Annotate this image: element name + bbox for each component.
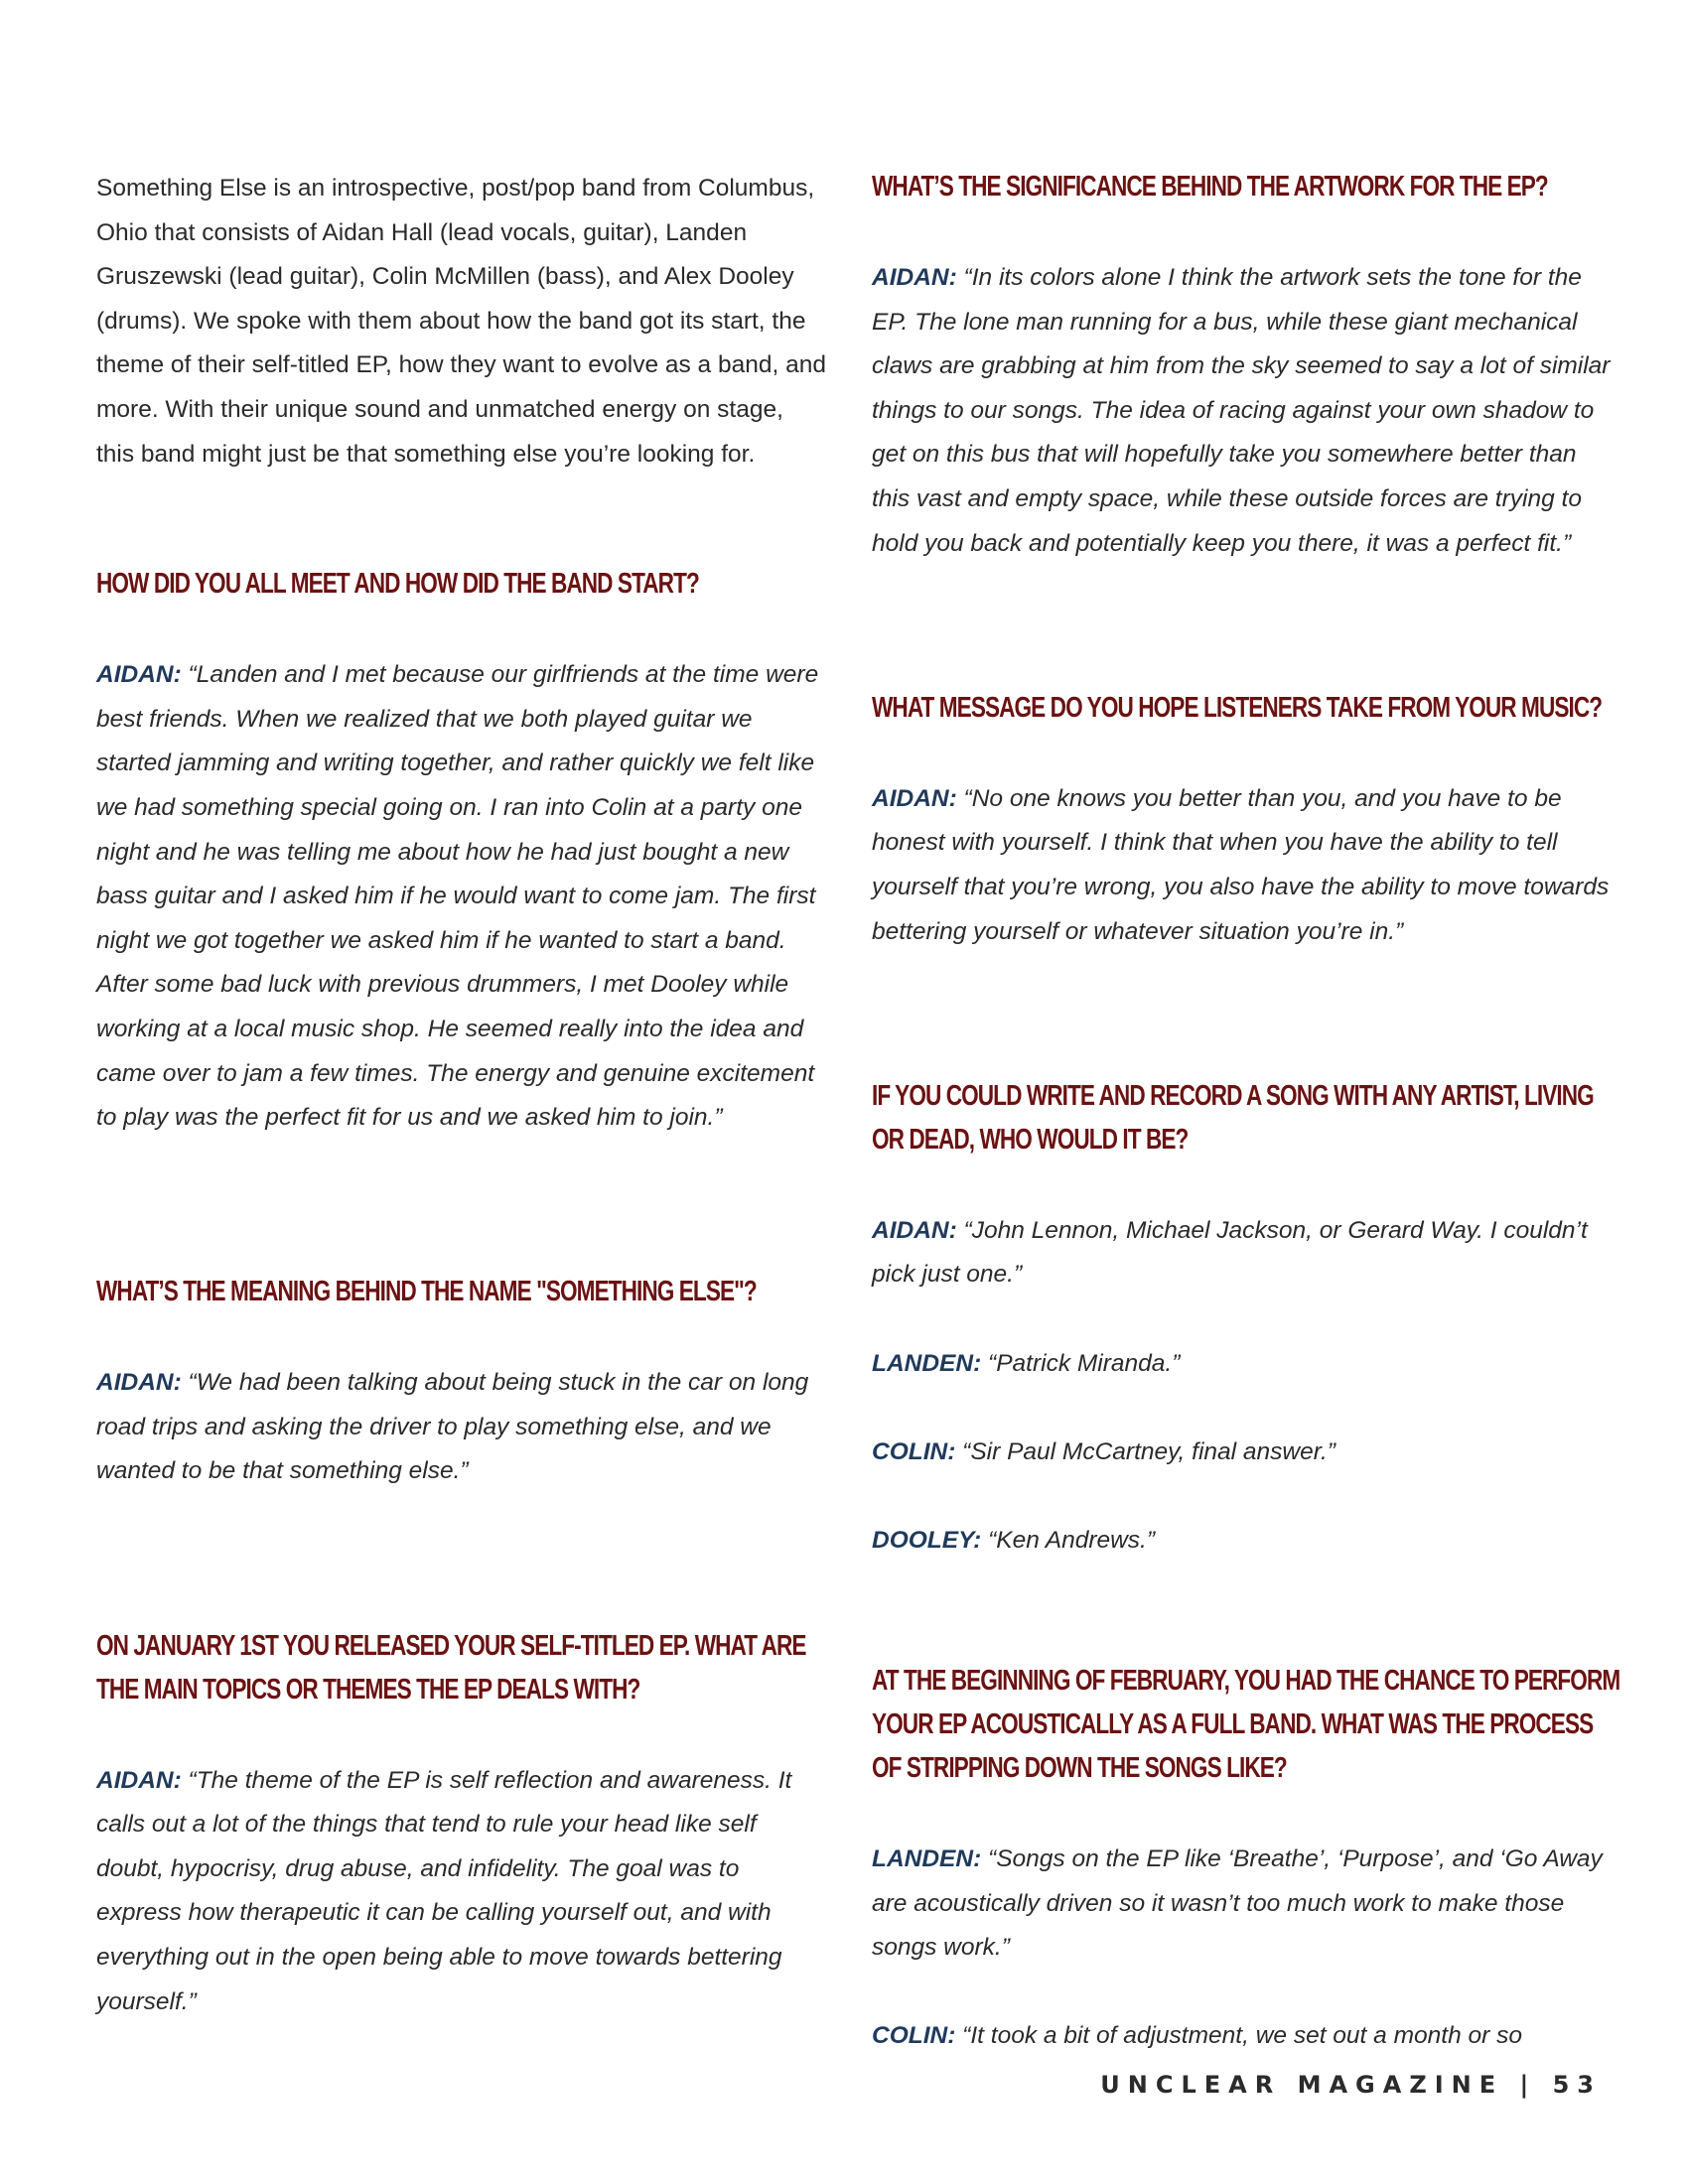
- qa-section: [872, 1074, 1612, 1564]
- answer-text: “Sir Paul McCartney, final answer.”: [955, 1437, 1336, 1465]
- answer-text: “Songs on the EP like ‘Breathe’, ‘Purpose’, and ‘Go Away are acoustically driven so it wasn’t too much work to make those songs work.”: [872, 1845, 1603, 1962]
- speaker-label: AIDAN:: [872, 784, 957, 812]
- question-line: HOW DID YOU ALL MEET AND HOW DID THE BAND START?: [96, 568, 699, 601]
- question-heading: [872, 1074, 1594, 1161]
- speaker-label: DOOLEY:: [872, 1526, 982, 1554]
- question-heading: [96, 1624, 806, 1711]
- speaker-label: AIDAN:: [96, 1766, 182, 1794]
- question-heading: [872, 1659, 1620, 1790]
- speaker-label: LANDEN:: [872, 1349, 982, 1377]
- answer-text: “The theme of the EP is self reflection and awareness. It calls out a lot of the things that tend to rule your head like self doubt, hypocrisy, drug abuse, and infidelity. The goal was to express how therapeutic it can be calling yourself out, and with everything out in the open being able to move towards bettering yourself.”: [96, 1766, 792, 2015]
- right-column: [872, 165, 1620, 2104]
- question-line: AT THE BEGINNING OF FEBRUARY, YOU HAD THE CHANCE TO PERFORM: [872, 1665, 1620, 1698]
- answer: [96, 1759, 826, 2025]
- answer-text: “In its colors alone I think the artwork sets the tone for the EP. The lone man running for a bus, while these giant mechanical claws are grabbing at him from the sky seemed to say a lot of similar things to our songs. The idea of racing against your own shadow to get on this bus that will hopefully take you somewhere better than this vast and empty space, while these outside forces are trying to hold you back and potentially keep you there, it was a perfect fit.”: [872, 264, 1611, 557]
- speaker-label: COLIN:: [872, 1437, 956, 1465]
- speaker-label: AIDAN:: [96, 1369, 182, 1397]
- answer-text: “We had been talking about being stuck in the car on long road trips and asking the driver to play something else, and we wanted to be that something else.”: [96, 1369, 809, 1485]
- speaker-label: AIDAN:: [872, 1216, 957, 1244]
- answer-text: “Landen and I met because our girlfriends at the time were best friends. When we realized that we both played guitar we started jamming and writing together, and rather quickly we felt like we had something special going on. I ran into Colin at a party one night and he was telling me about how he had just bought a new bass guitar and I asked him if he would want to come jam. The first night we got together we asked him if he wanted to start a band. After some bad luck with previous drummers, I met Dooley while working at a local music shop. He seemed really into the idea and came over to jam a few times. The energy and genuine excitement to play was the perfect fit for us and we asked him to join.”: [96, 661, 819, 1132]
- question-line: THE MAIN TOPICS OR THEMES THE EP DEALS WITH?: [96, 1673, 640, 1706]
- answer: [872, 777, 1612, 954]
- answer: [872, 256, 1612, 566]
- answer-text: “It took a bit of adjustment, we set out a month or so: [955, 2022, 1522, 2050]
- speaker-label: AIDAN:: [96, 661, 182, 689]
- answer: [872, 1209, 1612, 1297]
- qa-section: [872, 165, 1612, 566]
- question-line: ON JANUARY 1ST YOU RELEASED YOUR SELF-TITLED EP. WHAT ARE: [96, 1629, 806, 1662]
- question-line: WHAT’S THE SIGNIFICANCE BEHIND THE ARTWORK FOR THE EP?: [872, 171, 1548, 203]
- speaker-label: LANDEN:: [872, 1845, 982, 1873]
- answer: [872, 1342, 1612, 1387]
- question-line: YOUR EP ACOUSTICALLY AS A FULL BAND. WHAT WAS THE PROCESS: [872, 1708, 1594, 1741]
- question-line: OF STRIPPING DOWN THE SONGS LIKE?: [872, 1752, 1287, 1785]
- left-column: [96, 167, 826, 2069]
- qa-section: [96, 1624, 826, 2025]
- qa-section: [96, 1270, 826, 1494]
- answer: [96, 653, 826, 1141]
- question-line: WHAT’S THE MEANING BEHIND THE NAME "SOMETHING ELSE"?: [96, 1276, 757, 1308]
- answer-text: “Ken Andrews.”: [981, 1526, 1156, 1554]
- answer-text: “No one knows you better than you, and you have to be honest with yourself. I think that when you have the ability to tell yourself that you’re wrong, you also have the ability to move towards bettering yourself or whatever situation you’re in.”: [872, 784, 1610, 945]
- qa-section: [872, 1659, 1620, 2059]
- question-line: WHAT MESSAGE DO YOU HOPE LISTENERS TAKE FROM YOUR MUSIC?: [872, 691, 1603, 724]
- speaker-label: COLIN:: [872, 2022, 956, 2050]
- question-line: IF YOU COULD WRITE AND RECORD A SONG WITH ANY ARTIST, LIVING: [872, 1079, 1594, 1112]
- question-heading: [872, 165, 1548, 208]
- answer: [96, 1361, 826, 1494]
- question-heading: [96, 562, 699, 606]
- question-heading: [96, 1270, 757, 1313]
- answer: [872, 1838, 1612, 1971]
- page-footer: UNCLEAR MAGAZINE | 53: [1100, 2071, 1602, 2099]
- answer: [872, 1431, 1612, 1475]
- speaker-label: AIDAN:: [872, 264, 957, 291]
- answer: [872, 1519, 1612, 1564]
- qa-section: [872, 686, 1612, 954]
- qa-section: [96, 562, 826, 1141]
- intro-paragraph: Something Else is an introspective, post/pop band from Columbus, Ohio that consists of Aidan Hall (lead vocals, guitar), Landen Gruszewski (lead guitar), Colin McMillen (bass), and Alex Dooley (drums). We spoke with them about how the band got its start, the theme of their self-titled EP, how they want to evolve as a band, and more. With their unique sound and unmatched energy on stage, this band might just be that something else you’re looking for.: [96, 175, 826, 468]
- answer-text: “Patrick Miranda.”: [981, 1349, 1181, 1377]
- answer: [872, 2014, 1612, 2059]
- question-heading: [872, 686, 1603, 730]
- question-line: OR DEAD, WHO WOULD IT BE?: [872, 1123, 1189, 1156]
- answer-text: “John Lennon, Michael Jackson, or Gerard Way. I couldn’t pick just one.”: [872, 1216, 1588, 1289]
